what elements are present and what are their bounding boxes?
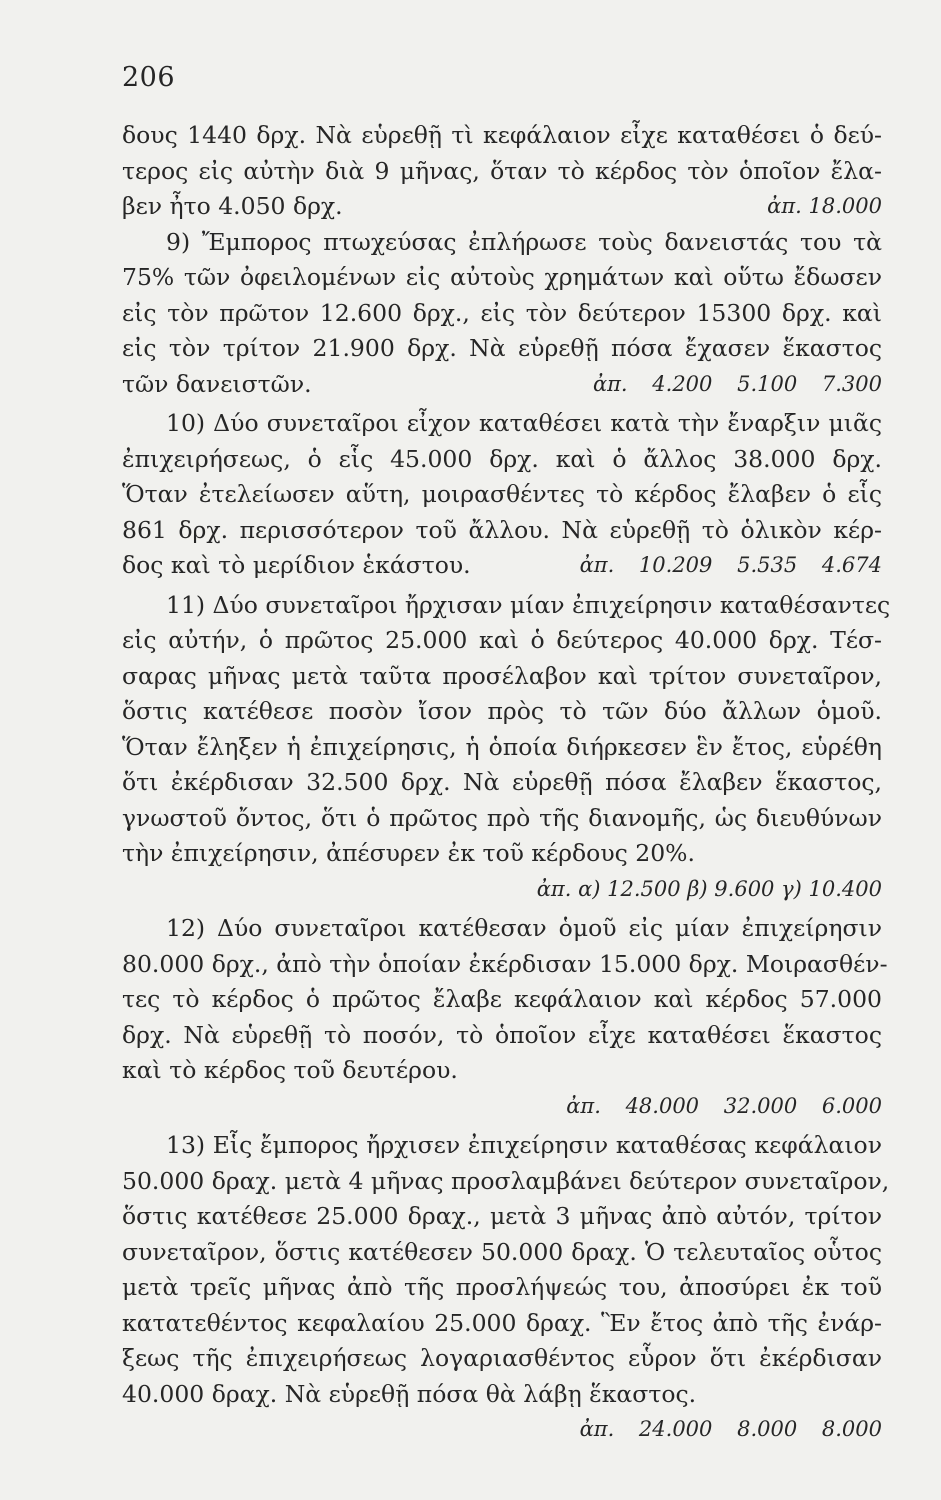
answer: ἀπ. 24.000 8.000 8.000 (579, 1417, 882, 1441)
text-line: εἰς τὸν πρῶτον 12.600 δρχ., εἰς τὸν δεύτερον 15300 δρχ. καὶ (122, 298, 882, 327)
text-line: 50.000 δραχ. μετὰ 4 μῆνας προσλαμβάνει δεύτερον συνεταῖρον, (122, 1166, 890, 1195)
answer: ἀπ. 18.000 (767, 194, 882, 218)
text-line: τῶν δανειστῶν. (122, 369, 312, 398)
text-line: σαρας μῆνας μετὰ ταῦτα προσέλαβον καὶ τρίτον συνεταῖρον, (122, 661, 882, 690)
text-line: τες τὸ κέρδος ὁ πρῶτος ἔλαβε κεφάλαιον καὶ κέρδος 57.000 (122, 985, 882, 1013)
text-line: ξεως τῆς ἐπιχειρήσεως λογαριασθέντος εὗρον ὅτι ἐκέρδισαν (122, 1344, 882, 1372)
text-line: 10) Δύο συνεταῖροι εἶχον καταθέσει κατὰ τὴν ἔναρξιν μιᾶς (166, 409, 882, 437)
text-line: βεν ἦτο 4.050 δρχ. (122, 192, 343, 220)
text-line: δρχ. Νὰ εὑρεθῇ τὸ ποσόν, τὸ ὁποῖον εἶχε καταθέσει ἕκαστος (122, 1020, 882, 1049)
text-line: εἰς τὸν τρίτον 21.900 δρχ. Νὰ εὑρεθῇ πόσα ἔχασεν ἕκαστος (122, 334, 882, 362)
text-line: 40.000 δραχ. Νὰ εὑρεθῇ πόσα θὰ λάβῃ ἕκαστος. (122, 1379, 697, 1408)
exercise-10 (122, 406, 882, 584)
text-line: τερος εἰς αὐτὴν διὰ 9 μῆνας, ὅταν τὸ κέρδος τὸν ὁποῖον ἔλα- (122, 156, 882, 185)
text-line: γνωστοῦ ὄντος, ὅτι ὁ πρῶτος πρὸ τῆς διανομῆς, ὡς διευθύνων (122, 803, 882, 832)
text-line: 80.000 δρχ., ἀπὸ τὴν ὁποίαν ἐκέρδισαν 15.000 δρχ. Μοιρασθέν- (122, 949, 888, 978)
text-line: δους 1440 δρχ. Νὰ εὑρεθῇ τὶ κεφάλαιον εἶχε καταθέσει ὁ δεύ- (122, 121, 882, 149)
exercise-text (122, 118, 891, 1448)
text-line: 11) Δύο συνεταῖροι ἤρχισαν μίαν ἐπιχείρησιν καταθέσαντες (166, 590, 891, 619)
exercise-13 (122, 1128, 890, 1448)
text-line: καὶ τὸ κέρδος τοῦ δευτέρου. (122, 1056, 458, 1084)
text-line: ὅστις κατέθεσε ποσὸν ἴσον πρὸς τὸ τῶν δύο ἄλλων ὁμοῦ. (122, 697, 882, 725)
text-line: εἰς αὐτήν, ὁ πρῶτος 25.000 καὶ ὁ δεύτερος 40.000 δρχ. Τέσ- (122, 626, 882, 654)
text-line: 12) Δύο συνεταῖροι κατέθεσαν ὁμοῦ εἰς μίαν ἐπιχείρησιν (166, 914, 882, 942)
text-line: τὴν ἐπιχείρησιν, ἀπέσυρεν ἐκ τοῦ κέρδους 20%. (122, 839, 695, 867)
text-line: Ὅταν ἐτελείωσεν αὕτη, μοιρασθέντες τὸ κέρδος ἔλαβεν ὁ εἷς (122, 480, 882, 508)
text-line: 861 δρχ. περισσότερον τοῦ ἄλλου. Νὰ εὑρεθῇ τὸ ὁλικὸν κέρ- (122, 515, 882, 544)
text-line-with-answer (122, 189, 882, 225)
answer: ἀπ. 4.200 5.100 7.300 (592, 371, 882, 396)
text-line: Ὅταν ἔληξεν ἡ ἐπιχείρησις, ἡ ὁποία διήρκεσεν ἓν ἔτος, εὑρέθη (122, 732, 882, 761)
text-line: 75% τῶν ὀφειλομένων εἰς αὐτοὺς χρημάτων καὶ οὕτω ἔδωσεν (122, 263, 882, 291)
text-line-with-answer (122, 367, 882, 403)
text-line: ἐπιχειρήσεως, ὁ εἷς 45.000 δρχ. καὶ ὁ ἄλλος 38.000 δρχ. (122, 444, 882, 473)
page-number: 206 (122, 62, 176, 93)
exercise-8-continuation (122, 118, 882, 225)
text-line: 9) Ἔμπορος πτωχεύσας ἐπλήρωσε τοὺς δανειστάς του τὰ (166, 227, 882, 256)
text-line: ὅστις κατέθεσε 25.000 δραχ., μετὰ 3 μῆνας ἀπὸ αὐτόν, τρίτον (122, 1202, 882, 1230)
exercise-9 (122, 225, 882, 403)
text-line-with-answer (122, 548, 882, 584)
text-line: συνεταῖρον, ὅστις κατέθεσεν 50.000 δραχ. Ὁ τελευταῖος οὗτος (122, 1237, 882, 1266)
text-line: δος καὶ τὸ μερίδιον ἑκάστου. (122, 551, 471, 579)
text-line: μετὰ τρεῖς μῆνας ἀπὸ τῆς προσλήψεώς του, ἀποσύρει ἐκ τοῦ (122, 1273, 882, 1301)
text-line: 13) Εἷς ἔμπορος ἤρχισεν ἐπιχείρησιν καταθέσας κεφάλαιον (166, 1131, 882, 1159)
answer: ἀπ. 48.000 32.000 6.000 (566, 1093, 882, 1118)
text-line: ὅτι ἐκέρδισαν 32.500 δρχ. Νὰ εὑρεθῇ πόσα ἔλαβεν ἕκαστος, (122, 768, 882, 796)
exercise-12 (122, 911, 888, 1124)
exercise-11 (122, 588, 891, 908)
answer: ἀπ. 10.209 5.535 4.674 (579, 553, 882, 577)
answer: ἀπ. α) 12.500 β) 9.600 γ) 10.400 (536, 876, 882, 901)
text-line: κατατεθέντος κεφαλαίου 25.000 δραχ. Ἓν ἔτος ἀπὸ τῆς ἐνάρ- (122, 1308, 882, 1337)
